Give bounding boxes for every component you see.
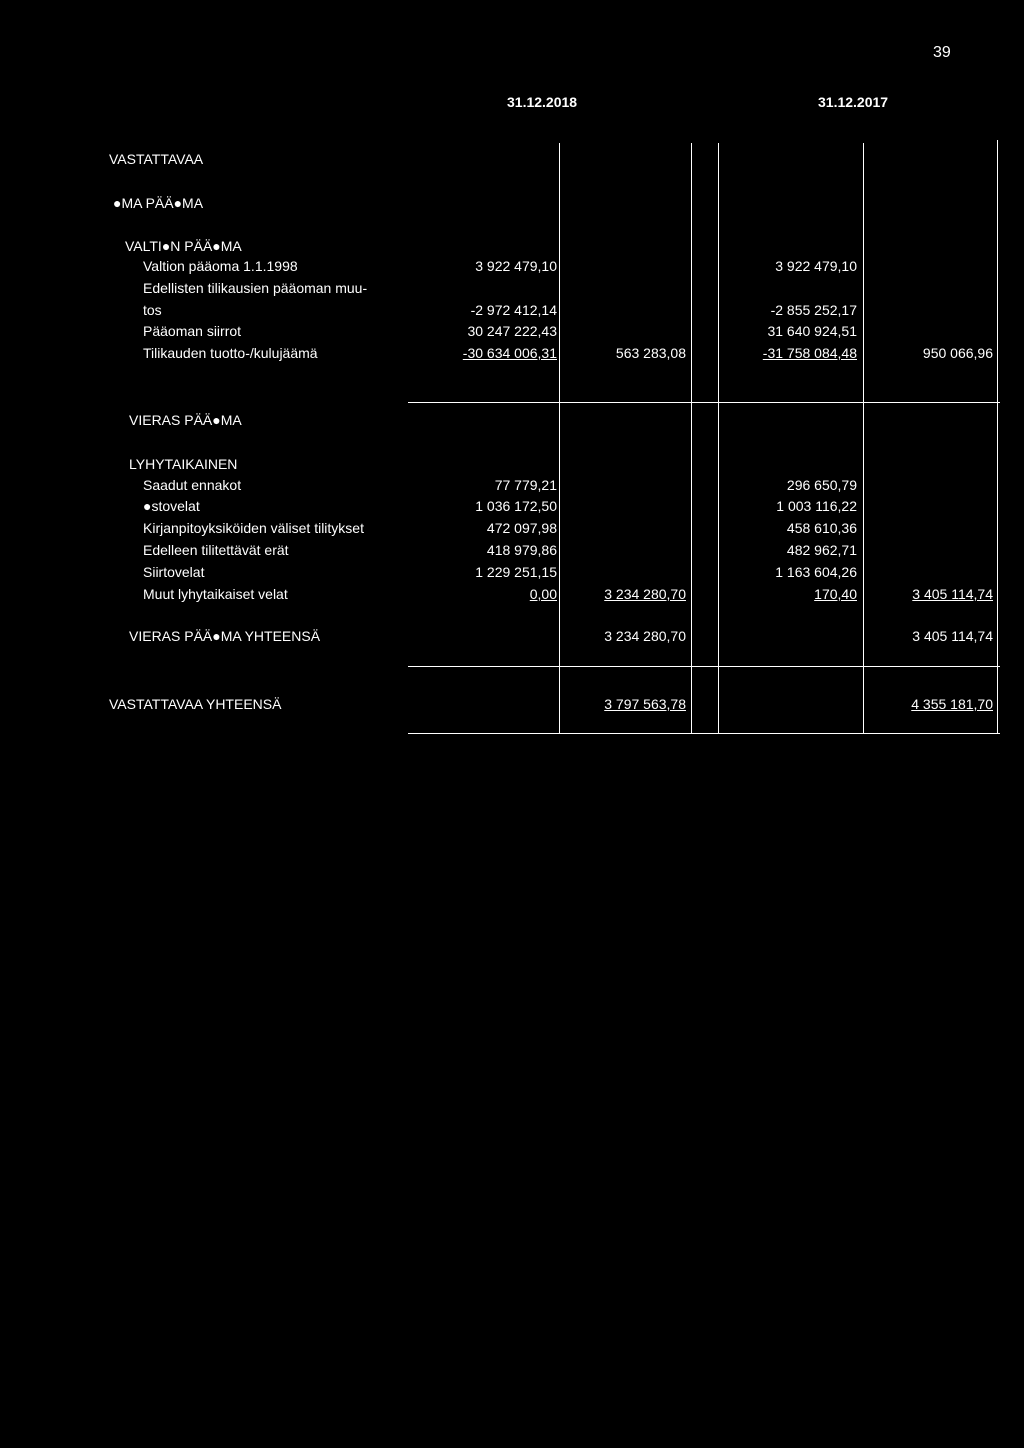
value-2018: 1 229 251,15 [475, 564, 557, 580]
column-header-2018: 31.12.2018 [507, 94, 578, 110]
section-title: VASTATTAVAA [109, 151, 204, 167]
grid-line-v5 [997, 140, 998, 733]
value-2018: 0,00 [529, 586, 557, 602]
page-number: 39 [933, 44, 951, 61]
total-2018: 563 283,08 [615, 345, 686, 361]
value-2017: 31 640 924,51 [767, 323, 857, 339]
row-label: Tilikauden tuotto-/kulujäämä [143, 345, 318, 361]
grand-total-label: VASTATTAVAA YHTEENSÄ [109, 696, 282, 712]
row-label: ●stovelat [143, 498, 200, 514]
row-label: Edelleen tilitettävät erät [143, 542, 289, 558]
lyhytaikainen-subheading: LYHYTAIKAINEN [129, 456, 238, 472]
rule-oma-paaoma-end [408, 402, 1000, 403]
value-2018: 30 247 222,43 [467, 323, 557, 339]
value-2017: 170,40 [814, 586, 857, 602]
value-2017: -31 758 084,48 [762, 345, 857, 361]
value-2018: 1 036 172,50 [475, 498, 557, 514]
valtion-paaoma-subheading: VALTI●N PÄÄ●MA [125, 238, 242, 254]
value-2017: 3 922 479,10 [775, 258, 857, 274]
row-label: Edellisten tilikausien pääoman muu- [143, 280, 368, 296]
grid-line-v1 [559, 143, 560, 733]
value-2017: 482 962,71 [786, 542, 857, 558]
grid-line-v3 [718, 143, 719, 733]
row-label: Valtion pääoma 1.1.1998 [143, 258, 298, 274]
vieras-paaoma-heading: VIERAS PÄÄ●MA [129, 412, 242, 428]
value-2018: 472 097,98 [486, 520, 557, 536]
value-2017: 1 003 116,22 [776, 498, 857, 514]
row-label: Muut lyhytaikaiset velat [143, 586, 288, 602]
grid-line-v4 [863, 143, 864, 733]
vieras-paaoma-total-2017: 3 405 114,74 [912, 628, 993, 644]
value-2017: 1 163 604,26 [775, 564, 857, 580]
value-2018: 418 979,86 [486, 542, 557, 558]
vieras-paaoma-total-2018: 3 234 280,70 [604, 628, 686, 644]
row-label: Pääoman siirrot [143, 323, 242, 339]
value-2018: 77 779,21 [494, 477, 557, 493]
grand-total-2018: 3 797 563,78 [604, 696, 686, 712]
row-label: Saadut ennakot [143, 477, 242, 493]
grand-total-2017: 4 355 181,70 [911, 696, 993, 712]
rule-grand-total-end [408, 733, 1000, 734]
value-2018: -30 634 006,31 [462, 345, 557, 361]
value-2017: 458 610,36 [786, 520, 857, 536]
total-2017: 950 066,96 [922, 345, 993, 361]
total-2017: 3 405 114,74 [912, 586, 993, 602]
total-2018: 3 234 280,70 [604, 586, 686, 602]
row-label: Siirtovelat [143, 564, 205, 580]
column-header-2017: 31.12.2017 [818, 94, 889, 110]
grid-line-v2 [691, 143, 692, 733]
value-2017: 296 650,79 [786, 477, 857, 493]
vieras-paaoma-total-label: VIERAS PÄÄ●MA YHTEENSÄ [129, 628, 321, 644]
row-label: Kirjanpitoyksiköiden väliset tilitykset [143, 520, 364, 536]
rule-vieras-total-end [408, 666, 1000, 667]
row-label-continued: tos [143, 302, 162, 318]
value-2018: -2 972 412,14 [470, 302, 557, 318]
oma-paaoma-heading: ●MA PÄÄ●MA [113, 195, 204, 211]
value-2018: 3 922 479,10 [475, 258, 557, 274]
value-2017: -2 855 252,17 [770, 302, 857, 318]
